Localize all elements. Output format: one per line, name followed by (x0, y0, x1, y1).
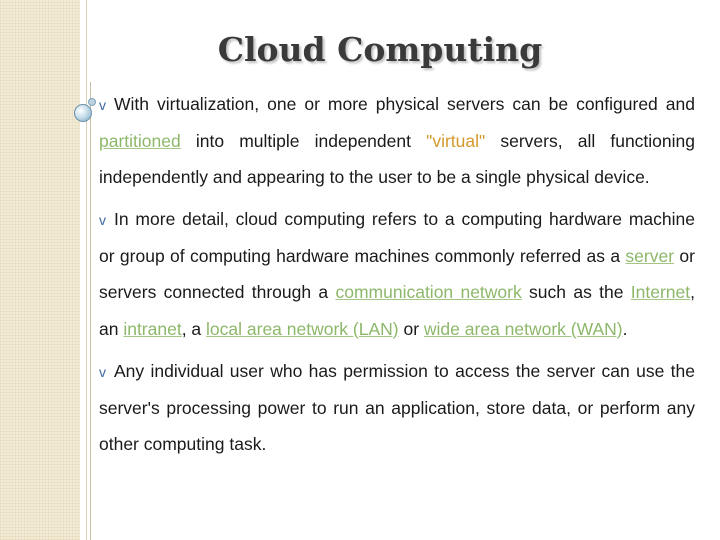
link-partitioned[interactable]: partitioned (99, 131, 181, 152)
decorative-vertical-line (90, 82, 91, 540)
paragraph-text: Any individual user who has permission to access the server can use the server's processing power to run an application, store data, or perform any other computing task. (99, 360, 695, 454)
paragraph-text: or (398, 318, 424, 339)
link-intranet[interactable]: intranet (123, 318, 182, 339)
bullet-v-icon: v (99, 97, 106, 113)
paragraph-virtualization (99, 86, 695, 195)
decorative-small-circle-icon (88, 98, 96, 106)
paragraph-text: servers, all functioning independently and appearing to the user to be a single physical device. (99, 131, 695, 188)
bullet-v-icon: v (99, 363, 106, 380)
paragraph-detail (99, 201, 695, 346)
link-communication-network[interactable]: communication network (335, 282, 522, 303)
link-wide-area-network[interactable]: wide area network (WAN) (423, 318, 623, 339)
paragraph-text: . (622, 318, 628, 339)
link-internet[interactable]: Internet (630, 282, 691, 303)
link-local-area-network[interactable]: local area network (LAN) (206, 318, 399, 339)
quoted-virtual: "virtual" (426, 131, 486, 152)
decorative-circle-icon (74, 104, 92, 122)
paragraph-text: , a (181, 318, 207, 339)
paragraph-text: such as the (521, 282, 631, 303)
paragraph-text: or servers connected through a (99, 246, 695, 303)
slide-body (99, 86, 695, 462)
paragraph-access (99, 353, 695, 462)
link-server[interactable]: server (625, 246, 675, 267)
paragraph-text: With virtualization, one or more physical servers can be configured and (114, 94, 695, 114)
slide-title: Cloud Computing (217, 30, 543, 69)
paragraph-text: , an (99, 282, 695, 339)
bullet-v-icon: v (99, 212, 106, 229)
paragraph-text: into multiple independent (180, 131, 427, 152)
paragraph-text: In more detail, cloud computing refers to a computing hardware machine or group of computing hardware machines commonly referred as a (99, 209, 695, 267)
decorative-side-band (0, 0, 80, 540)
